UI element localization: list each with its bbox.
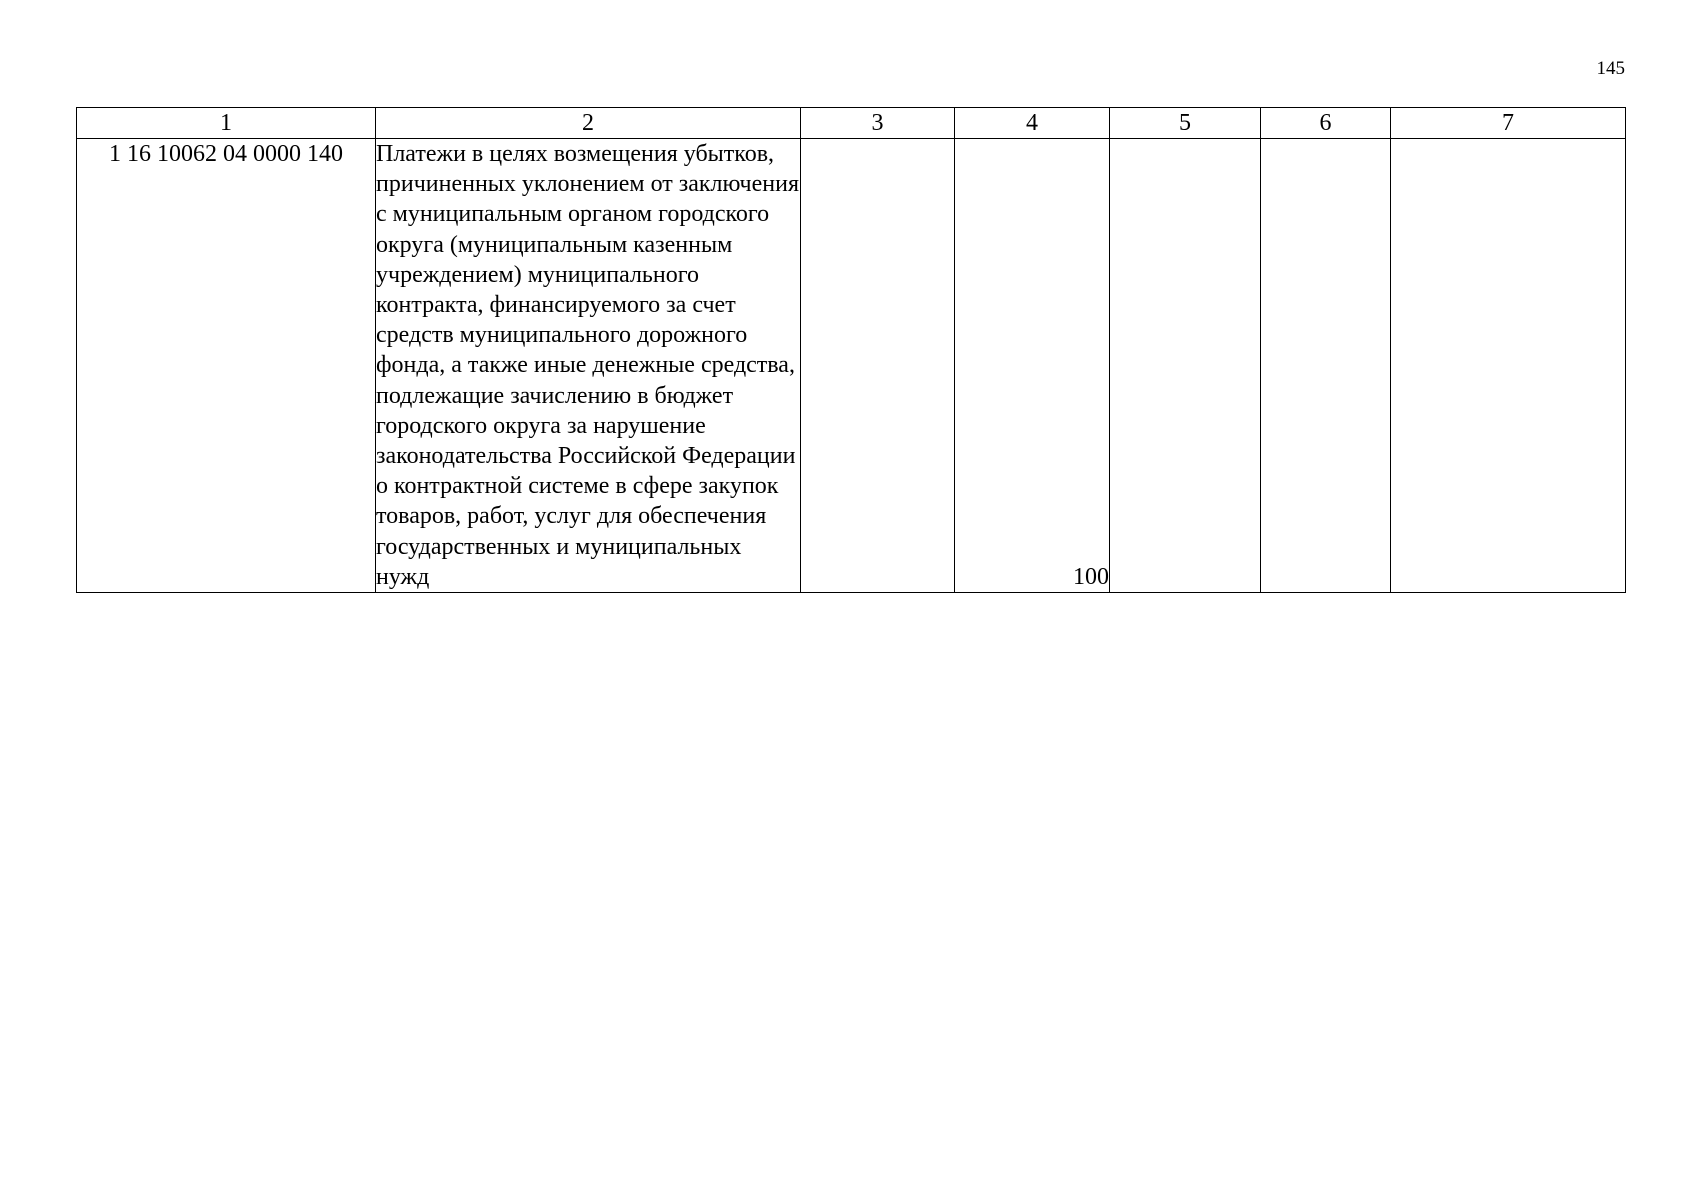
column-header-4: 4 — [955, 108, 1110, 139]
header-row — [77, 108, 1626, 139]
income-description-cell: Платежи в целях возмещения убытков, причиненных уклонением от заключения с муниципальным органом городского округа (муниципальным казенным учреждением) муниципального контракта, финансируемого за счет средств муниципального дорожного фонда, а также иные денежные средства, подлежащие зачислению в бюджет городского округа за нарушение законодательства Российской Федерации о контрактной системе в сфере закупок товаров, работ, услуг для обеспечения государственных и муниципальных нужд — [376, 139, 801, 593]
budget-code-cell: 1 16 10062 04 0000 140 — [77, 139, 376, 593]
column-5-cell — [1110, 139, 1261, 593]
column-header-6: 6 — [1261, 108, 1391, 139]
column-6-cell — [1261, 139, 1391, 593]
column-7-cell — [1391, 139, 1626, 593]
budget-table — [76, 107, 1626, 593]
column-header-7: 7 — [1391, 108, 1626, 139]
column-header-3: 3 — [801, 108, 955, 139]
column-header-2: 2 — [376, 108, 801, 139]
table-row — [77, 139, 1626, 593]
page-number: 145 — [1596, 58, 1625, 79]
column-4-value-cell: 100 — [955, 139, 1110, 593]
column-3-cell — [801, 139, 955, 593]
column-header-5: 5 — [1110, 108, 1261, 139]
column-header-1: 1 — [77, 108, 376, 139]
